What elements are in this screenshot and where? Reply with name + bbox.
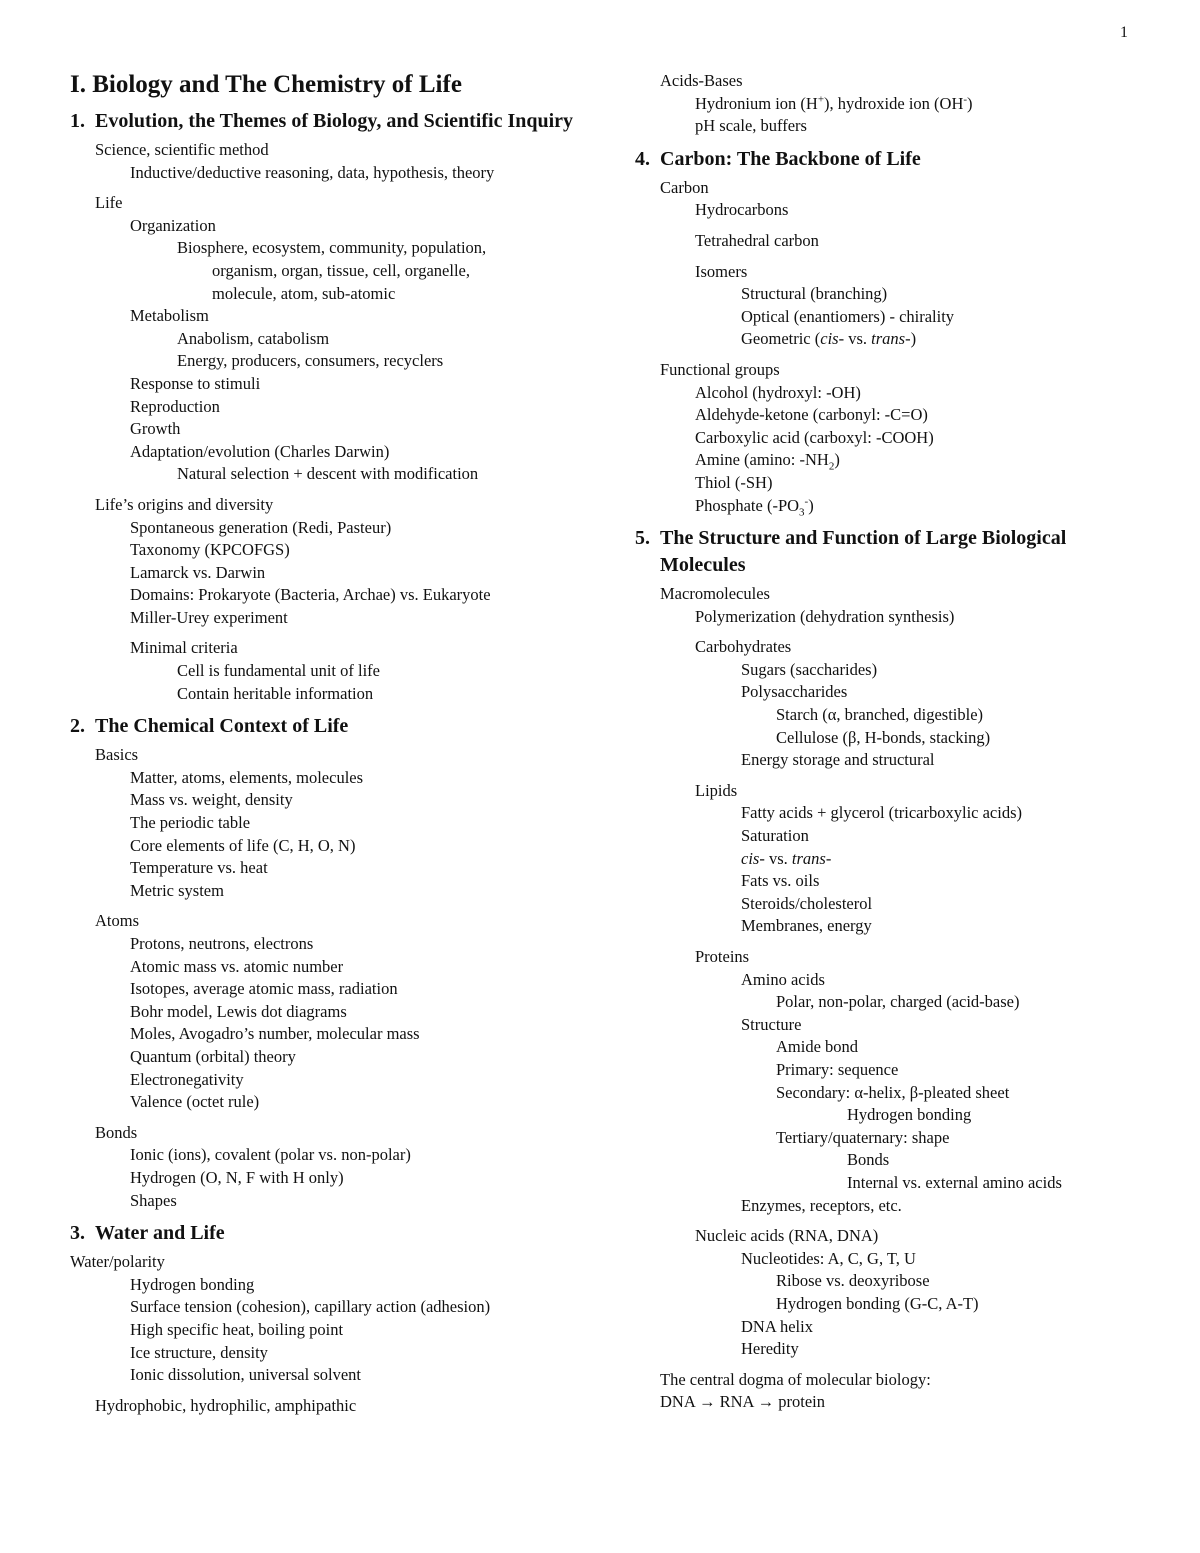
outline-item: Ice structure, density — [130, 1342, 268, 1362]
outline-item: Saturation — [741, 826, 809, 846]
left-column — [70, 70, 610, 1417]
outline-item: Metric system — [130, 880, 224, 900]
outline-item: Sugars (saccharides) — [741, 659, 878, 679]
outline-item: Hydrogen bonding — [847, 1105, 972, 1125]
outline-item: Inductive/deductive reasoning, data, hypothesis, theory — [130, 162, 495, 182]
outline-item: Life’s origins and diversity — [95, 494, 274, 514]
outline-item: Secondary: α-helix, β-pleated sheet — [776, 1082, 1010, 1102]
outline-item: Internal vs. external amino acids — [847, 1172, 1062, 1192]
outline-item: Starch (α, branched, digestible) — [776, 705, 984, 725]
section-title: Carbon: The Backbone of Life — [660, 147, 921, 170]
outline-item: Metabolism — [130, 306, 209, 326]
outline-item: Miller-Urey experiment — [130, 607, 288, 627]
outline-item: Valence (octet rule) — [130, 1092, 260, 1112]
outline-item: pH scale, buffers — [695, 116, 807, 136]
section-2-heading — [70, 713, 610, 740]
outline-item: Biosphere, ecosystem, community, population, — [177, 238, 487, 258]
page-title: I. Biology and The Chemistry of Life — [70, 71, 462, 98]
outline-item: Structural (branching) — [741, 284, 888, 304]
outline-item: Carbon — [660, 177, 709, 197]
outline-item: Domains: Prokaryote (Bacteria, Archae) vs. Eukaryote — [130, 585, 491, 605]
outline-item: Surface tension (cohesion), capillary action (adhesion) — [130, 1297, 491, 1317]
outline-item: Atomic mass vs. atomic number — [130, 956, 344, 976]
section-1-heading — [70, 108, 610, 135]
outline-item: Nucleic acids (RNA, DNA) — [695, 1226, 879, 1246]
outline-item: Enzymes, receptors, etc. — [741, 1195, 902, 1215]
outline-item: Hydrogen bonding — [130, 1274, 255, 1294]
outline-item: Nucleotides: A, C, G, T, U — [741, 1248, 916, 1268]
outline-item: Aldehyde-ketone (carbonyl: -C=O) — [695, 405, 928, 425]
outline-item: Amine (amino: $-NH_2$) — [695, 450, 840, 473]
outline-item: cis- vs. trans- — [741, 848, 832, 868]
outline-item: Hydrophobic, hydrophilic, amphipathic — [95, 1395, 357, 1415]
outline-item: Reproduction — [130, 396, 220, 416]
outline-item: Acids-Bases — [660, 71, 743, 90]
outline-item: Cellulose (β, H-bonds, stacking) — [776, 727, 991, 747]
outline-item: Growth — [130, 419, 181, 439]
outline-item: Polymerization (dehydration synthesis) — [695, 606, 955, 626]
outline-item: Amide bond — [776, 1037, 859, 1057]
outline-item: Organization — [130, 215, 216, 235]
outline-item: Bonds — [847, 1150, 890, 1170]
outline-item: Lipids — [695, 780, 738, 800]
outline-item: Matter, atoms, elements, molecules — [130, 767, 364, 787]
outline-item: Macromolecules — [660, 584, 770, 604]
outline-item: Membranes, energy — [741, 916, 872, 936]
section-title: The Chemical Context of Life — [95, 715, 349, 738]
outline-item: Bohr model, Lewis dot diagrams — [130, 1001, 347, 1021]
outline-item: organism, organ, tissue, cell, organelle, — [212, 260, 470, 280]
outline-item: Hydrocarbons — [695, 200, 789, 220]
outline-item: Temperature vs. heat — [130, 858, 268, 878]
outline-item: Proteins — [695, 947, 750, 966]
outline-item: Primary: sequence — [776, 1059, 899, 1079]
outline-item: DNA helix — [741, 1316, 813, 1336]
outline-item: Basics — [95, 745, 139, 765]
outline-item: Adaptation/evolution (Charles Darwin) — [130, 441, 390, 461]
outline-item: Polar, non-polar, charged (acid-base) — [776, 992, 1020, 1012]
outline-item: Ionic (ions), covalent (polar vs. non-polar) — [130, 1145, 411, 1165]
section-4-heading — [635, 146, 1135, 173]
outline-item: Water/polarity — [70, 1252, 165, 1272]
outline-item: Fats vs. oils — [741, 871, 820, 891]
outline-item: Atoms — [95, 911, 140, 931]
outline-item: Isomers — [695, 261, 748, 281]
section-number: 1. — [70, 110, 85, 132]
outline-item: Core elements of life (C, H, O, N) — [130, 835, 356, 855]
outline-item: Protons, neutrons, electrons — [130, 934, 314, 953]
outline-item: The periodic table — [130, 813, 251, 833]
outline-item: Science, scientific method — [95, 140, 269, 159]
outline-item: Shapes — [130, 1190, 177, 1210]
section-number: 4. — [635, 147, 650, 170]
outline-item: Natural selection + descent with modification — [177, 464, 479, 484]
page-number: 1 — [1120, 24, 1128, 41]
right-column — [635, 70, 1135, 1414]
outline-item: Structure — [741, 1014, 802, 1034]
outline-item: Carboxylic acid (carboxyl: -COOH) — [695, 427, 934, 447]
section-title: The Structure and Function of Large Biological Molecules — [660, 527, 1067, 577]
outline-item: Moles, Avogadro’s number, molecular mass — [130, 1024, 420, 1044]
outline-item: Bonds — [95, 1122, 138, 1142]
outline-item: Fatty acids + glycerol (tricarboxylic acids) — [741, 803, 1022, 823]
outline-item: Optical (enantiomers) - chirality — [741, 306, 955, 326]
outline-item: molecule, atom, sub-atomic — [212, 283, 396, 303]
outline-item: High specific heat, boiling point — [130, 1319, 344, 1339]
outline-item: Alcohol (hydroxyl: -OH) — [695, 382, 861, 402]
outline-item: Functional groups — [660, 359, 780, 379]
section-title: Evolution, the Themes of Biology, and Scientific Inquiry — [95, 110, 574, 132]
outline-item: Carbohydrates — [695, 637, 792, 657]
outline-item: Mass vs. weight, density — [130, 790, 293, 810]
outline-item: Ribose vs. deoxyribose — [776, 1271, 930, 1291]
outline-item: Tetrahedral carbon — [695, 230, 819, 250]
section-3-heading — [70, 1220, 610, 1247]
outline-item: Geometric (cis- vs. trans-) — [741, 329, 917, 349]
outline-item: DNA → RNA → protein — [660, 1392, 825, 1412]
section-title: Water and Life — [95, 1222, 225, 1245]
outline-item: Quantum (orbital) theory — [130, 1046, 296, 1066]
outline-item: Anabolism, catabolism — [177, 328, 330, 348]
section-number: 2. — [70, 715, 85, 738]
outline-item: Taxonomy (KPCOFGS) — [130, 540, 290, 560]
outline-item: Ionic dissolution, universal solvent — [130, 1365, 361, 1385]
section-number: 5. — [635, 527, 650, 550]
outline-item: Spontaneous generation (Redi, Pasteur) — [130, 517, 392, 537]
section-5-heading — [635, 525, 1135, 579]
outline-item: Electronegativity — [130, 1069, 244, 1089]
outline-item: Response to stimuli — [130, 373, 261, 393]
outline-item: Hydrogen (O, N, F with H only) — [130, 1167, 344, 1187]
outline-item: Lamarck vs. Darwin — [130, 562, 266, 582]
outline-item: Tertiary/quaternary: shape — [776, 1127, 950, 1147]
outline-item: Isotopes, average atomic mass, radiation — [130, 979, 398, 999]
outline-item: Energy storage and structural — [741, 750, 935, 770]
outline-item: Amino acids — [741, 969, 825, 989]
outline-item: Heredity — [741, 1339, 799, 1359]
outline-item: Phosphate $(-PO_3^-)$ — [695, 495, 814, 518]
outline-item: Minimal criteria — [130, 638, 238, 658]
outline-item: Polysaccharides — [741, 682, 848, 702]
outline-item: Cell is fundamental unit of life — [177, 661, 380, 681]
outline-item: The central dogma of molecular biology: — [660, 1369, 931, 1389]
section-number: 3. — [70, 1222, 85, 1245]
outline-item: Steroids/cholesterol — [741, 893, 873, 913]
outline-item: Life — [95, 193, 123, 213]
outline-item: Thiol (-SH) — [695, 472, 773, 492]
outline-item: Contain heritable information — [177, 683, 374, 703]
outline-item: Hydrogen bonding (G-C, A-T) — [776, 1293, 979, 1313]
outline-item: Energy, producers, consumers, recyclers — [177, 351, 444, 371]
outline-item: Hydronium ion (H+), hydroxide ion (OH-) — [695, 93, 973, 113]
